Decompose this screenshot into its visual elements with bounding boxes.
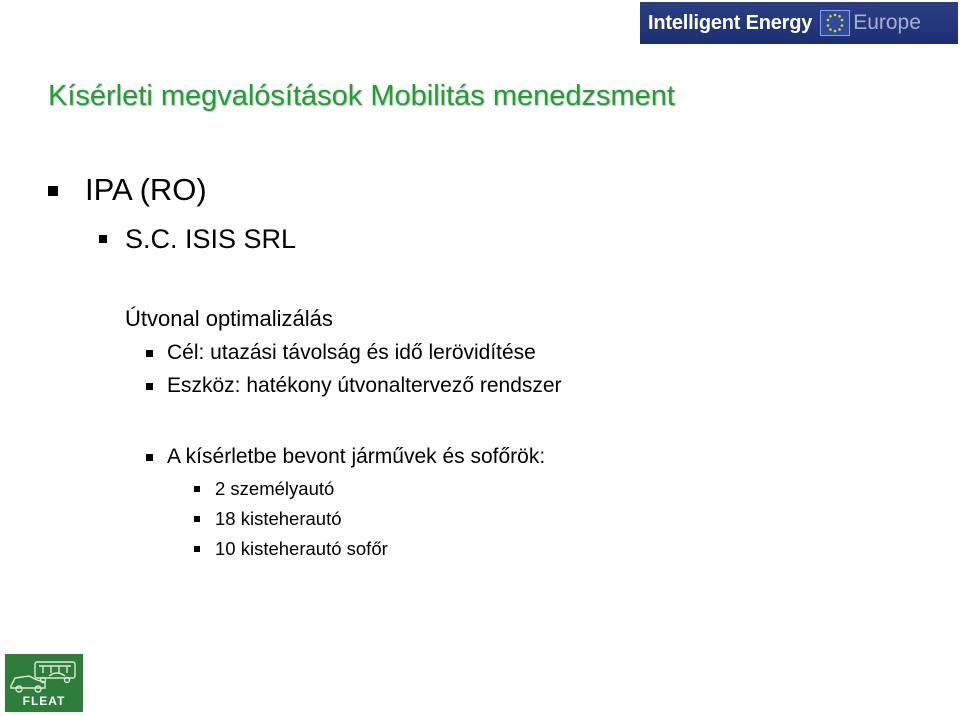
- section-item: Eszköz: hatékony útvonaltervező rendszer: [167, 374, 562, 397]
- bullet-square: [146, 383, 153, 390]
- vehicles-item: 18 kisteherautó: [215, 508, 342, 529]
- vehicles-item: 2 személyautó: [215, 478, 335, 499]
- outline-level2: S.C. ISIS SRL: [125, 224, 297, 254]
- bullet-square: [146, 350, 153, 357]
- fleat-logo-text: FLEAT: [22, 694, 66, 708]
- slide-title: Kísérleti megvalósítások Mobilitás menedzsment: [48, 80, 675, 112]
- section-heading: Útvonal optimalizálás: [125, 306, 333, 331]
- bullet-square: [194, 486, 200, 492]
- vehicles-item: 10 kisteherautó sofőr: [215, 538, 388, 559]
- logo-sub-text: Europe: [853, 11, 921, 34]
- vehicles-icon: [5, 656, 83, 696]
- intelligent-energy-europe-logo: [640, 2, 958, 44]
- vehicles-heading: A kísérletbe bevont járművek és sofőrök:: [167, 445, 546, 468]
- bullet-square: [146, 454, 153, 461]
- bullet-square: [194, 546, 200, 552]
- bullet-square: [99, 235, 107, 243]
- bullet-square: [48, 186, 58, 196]
- logo-main-text: Intelligent Energy: [648, 11, 813, 34]
- section-item: Cél: utazási távolság és idő lerövidítése: [167, 341, 536, 364]
- eu-flag-icon: [820, 10, 850, 36]
- bullet-square: [194, 516, 200, 522]
- fleat-logo: [5, 654, 83, 712]
- outline-level1: IPA (RO): [85, 172, 207, 207]
